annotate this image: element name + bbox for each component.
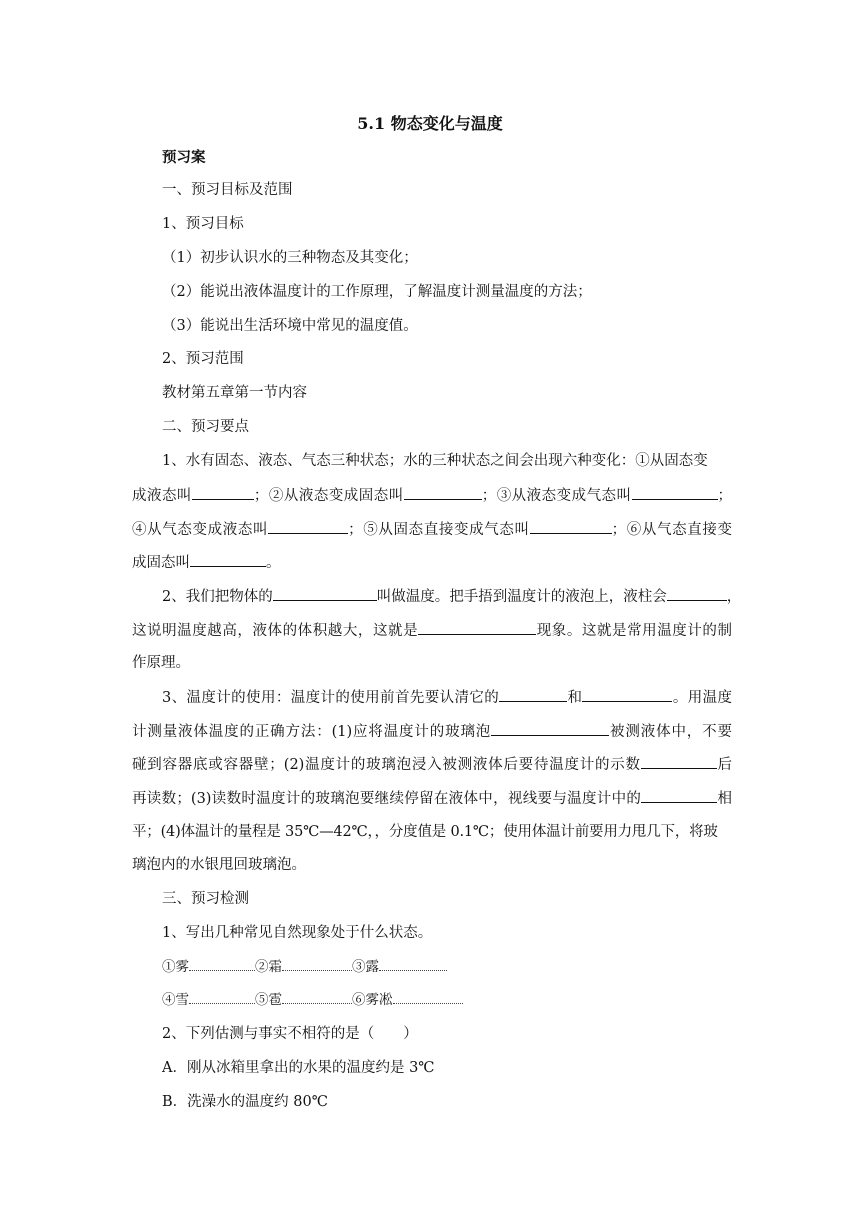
- page-title: 5.1 物态变化与温度: [357, 114, 503, 133]
- heading-scope: 2、预习范围: [162, 351, 244, 367]
- text-span: 被测液体中，不要: [609, 724, 732, 740]
- paragraph-3-line-1: [162, 687, 732, 708]
- paragraph-1-line-2: [132, 485, 732, 506]
- text-span: 相: [717, 791, 732, 807]
- answer-blank[interactable]: [189, 991, 255, 1004]
- text-span: ，: [726, 589, 742, 605]
- blank-line: [530, 519, 612, 534]
- question-1-row-1: [162, 957, 732, 977]
- heading-preview-check: 三、预习检测: [162, 891, 249, 907]
- answer-blank[interactable]: [282, 991, 352, 1004]
- heading-key-points: 二、预习要点: [162, 419, 249, 435]
- paragraph-3-line-6: 璃泡内的水银甩回玻璃泡。: [132, 857, 306, 873]
- text-span: ；③从液态变成气态叫: [481, 488, 632, 504]
- text-span: 后: [716, 757, 732, 773]
- text-span: ④从气态变成液态叫: [132, 522, 269, 538]
- question-2: 2、下列估测与事实不相符的是（ ）: [162, 1026, 418, 1042]
- paragraph-3-line-2: [132, 721, 732, 742]
- answer-blank[interactable]: [393, 991, 463, 1004]
- answer-item-dew: ③露: [352, 959, 379, 975]
- blank-line: [404, 485, 482, 500]
- text-span: 叫做温度。把手捂到温度计的液泡上，液柱会: [376, 589, 667, 605]
- blank-line: [491, 721, 609, 736]
- paragraph-3-line-4: [132, 788, 732, 809]
- text-span: ；②从液态变成固态叫: [253, 488, 404, 504]
- blank-line: [582, 687, 672, 702]
- option-b: B．洗澡水的温度约 80℃: [162, 1094, 328, 1110]
- answer-item-rime: ⑥雾凇: [352, 992, 393, 1008]
- text-span: 再读数；(3)读数时温度计的玻璃泡要继续停留在液体中，视线要与温度计中的: [132, 791, 642, 807]
- blank-line: [667, 586, 727, 601]
- section-heading-preview: 预习案: [162, 149, 206, 166]
- paragraph-2-line-3: 作原理。: [132, 655, 190, 671]
- answer-item-fog: ①雾: [162, 959, 189, 975]
- paragraph-3-line-5: 平；(4)体温计的量程是 35℃—42℃，，分度值是 0.1℃；使用体温计前要用力甩几下，将玻: [132, 824, 718, 840]
- heading-goals-scope: 一、预习目标及范围: [162, 182, 293, 198]
- answer-blank[interactable]: [379, 958, 447, 971]
- blank-line: [268, 519, 348, 534]
- blank-line: [190, 552, 266, 567]
- paragraph-1-line-3: [132, 519, 732, 540]
- blank-line: [641, 788, 717, 803]
- option-a: A．刚从冰箱里拿出的水果的温度约是 3℃: [162, 1060, 435, 1076]
- heading-goals: 1、预习目标: [162, 216, 244, 232]
- question-1-row-2: [162, 990, 732, 1010]
- text-span: ；⑥从气态直接变: [611, 522, 732, 538]
- paragraph-3-line-3: [132, 754, 732, 775]
- goal-item-2: （2）能说出液体温度计的工作原理，了解温度计测量温度的方法；: [162, 284, 592, 300]
- text-span: 2、我们把物体的: [162, 589, 273, 605]
- answer-item-snow: ④雪: [162, 992, 189, 1008]
- text-span: 计测量液体温度的正确方法：(1)应将温度计的玻璃泡: [132, 724, 492, 740]
- text-span: 和: [567, 690, 583, 706]
- text-span: ；: [717, 488, 733, 504]
- question-1: 1、写出几种常见自然现象处于什么状态。: [162, 925, 433, 941]
- text-span: 碰到容器底或容器壁；(2)温度计的玻璃泡浸入被测液体后要待温度计的示数: [132, 757, 641, 773]
- scope-text: 教材第五章第一节内容: [162, 385, 307, 401]
- blank-line: [632, 485, 718, 500]
- goal-item-3: （3）能说出生活环境中常见的温度值。: [162, 318, 418, 334]
- text-span: 。: [266, 555, 281, 571]
- paragraph-2-line-1: [162, 586, 742, 607]
- text-span: 现象。这就是常用温度计的制: [536, 623, 732, 639]
- blank-line: [499, 687, 567, 702]
- text-span: 成固态叫: [132, 555, 190, 571]
- paragraph-1-line-1: 1、水有固态、液态、气态三种状态；水的三种状态之间会出现六种变化：①从固态变: [162, 453, 708, 469]
- blank-line: [418, 620, 536, 635]
- paragraph-1-line-4: [132, 552, 702, 573]
- blank-line: [273, 586, 377, 601]
- text-span: 。用温度: [672, 690, 733, 706]
- answer-item-frost: ②霜: [255, 959, 282, 975]
- text-span: 成液态叫: [132, 488, 192, 504]
- blank-line: [192, 485, 254, 500]
- text-span: ；⑤从固态直接变成气态叫: [348, 522, 530, 538]
- answer-item-hail: ⑤雹: [255, 992, 282, 1008]
- blank-line: [641, 754, 717, 769]
- paragraph-2-line-2: [132, 620, 732, 641]
- text-span: 这说明温度越高，液体的体积越大，这就是: [132, 623, 419, 639]
- answer-blank[interactable]: [282, 958, 352, 971]
- text-span: 3、温度计的使用：温度计的使用前首先要认清它的: [162, 690, 500, 706]
- goal-item-1: （1）初步认识水的三种物态及其变化；: [162, 250, 418, 266]
- answer-blank[interactable]: [189, 958, 255, 971]
